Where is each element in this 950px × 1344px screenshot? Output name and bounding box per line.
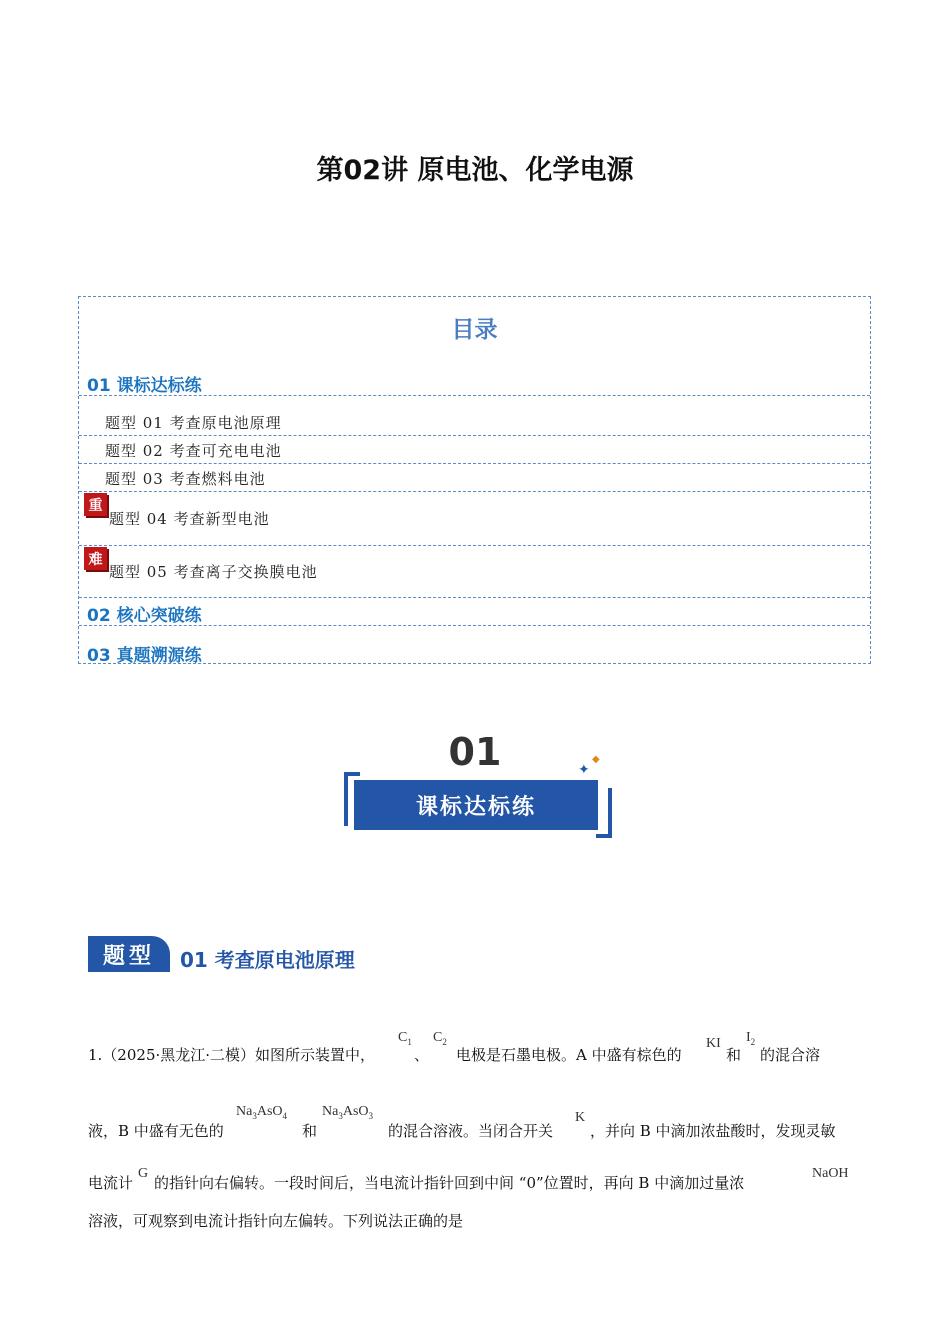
toc-item-03[interactable]: 题型 03 考查燃料电池	[105, 470, 266, 488]
chem-ki: KI	[706, 1036, 721, 1051]
page-title: 第02讲 原电池、化学电源	[316, 155, 634, 186]
toc-section-01[interactable]: 01 课标达标练	[87, 376, 202, 396]
toc-section-03[interactable]: 03 真题溯源练	[87, 646, 202, 666]
question-line-2b: 的混合溶液。当闭合开关	[388, 1122, 554, 1140]
toc-section-02[interactable]: 02 核心突破练	[87, 606, 202, 626]
type-title: 01 考查原电池原理	[180, 948, 355, 972]
chem-na3aso4: $Na_3AsO_4$	[236, 1104, 287, 1121]
type-tag: 题型	[88, 936, 170, 972]
chem-c2: $C_2$	[433, 1030, 447, 1047]
section-number: 01	[448, 730, 502, 774]
table-of-contents	[78, 296, 871, 664]
chem-c1: $C_1$	[398, 1030, 412, 1047]
banner-bracket-right	[596, 788, 612, 838]
sparkle-small-icon: ◆	[592, 754, 600, 765]
question-line-1: 1.（2025·黑龙江·二模）如图所示装置中，	[88, 1046, 376, 1064]
chem-naoh: NaOH	[812, 1166, 849, 1181]
section-banner: 课标达标练	[354, 780, 598, 830]
toc-item-04[interactable]: 题型 04 考查新型电池	[109, 510, 270, 528]
toc-item-02[interactable]: 题型 02 考查可充电电池	[105, 442, 282, 460]
chem-k: K	[575, 1110, 586, 1125]
question-line-1b: 电极是石墨电极。A 中盛有棕色的	[456, 1046, 682, 1064]
key-badge: 重	[84, 493, 107, 516]
question-line-2c: ，并向 B 中滴加浓盐酸时，发现灵敏	[590, 1122, 836, 1140]
question-and-1: 和	[726, 1046, 742, 1064]
toc-item-05[interactable]: 题型 05 考查离子交换膜电池	[109, 563, 318, 581]
question-line-1c: 的混合溶	[760, 1046, 821, 1064]
chem-g: G	[138, 1166, 149, 1181]
chem-i2: $I_2$	[746, 1030, 756, 1047]
chem-na3aso3: $Na_3AsO_3$	[322, 1104, 373, 1121]
question-sep: 、	[414, 1046, 430, 1064]
question-and-2: 和	[302, 1122, 318, 1140]
question-line-4: 溶液，可观察到电流计指针向左偏转。下列说法正确的是	[88, 1212, 464, 1230]
question-line-3b: 的指针向右偏转。一段时间后，当电流计指针回到中间 “0”位置时，再向 B 中滴加过量浓	[154, 1174, 745, 1192]
toc-item-01[interactable]: 题型 01 考查原电池原理	[105, 414, 282, 432]
hard-badge: 难	[84, 547, 107, 570]
toc-heading: 目录	[451, 317, 498, 343]
question-line-3: 电流计	[88, 1174, 134, 1192]
question-line-2: 液，B 中盛有无色的	[88, 1122, 224, 1140]
sparkle-icon: ✦	[578, 762, 590, 778]
